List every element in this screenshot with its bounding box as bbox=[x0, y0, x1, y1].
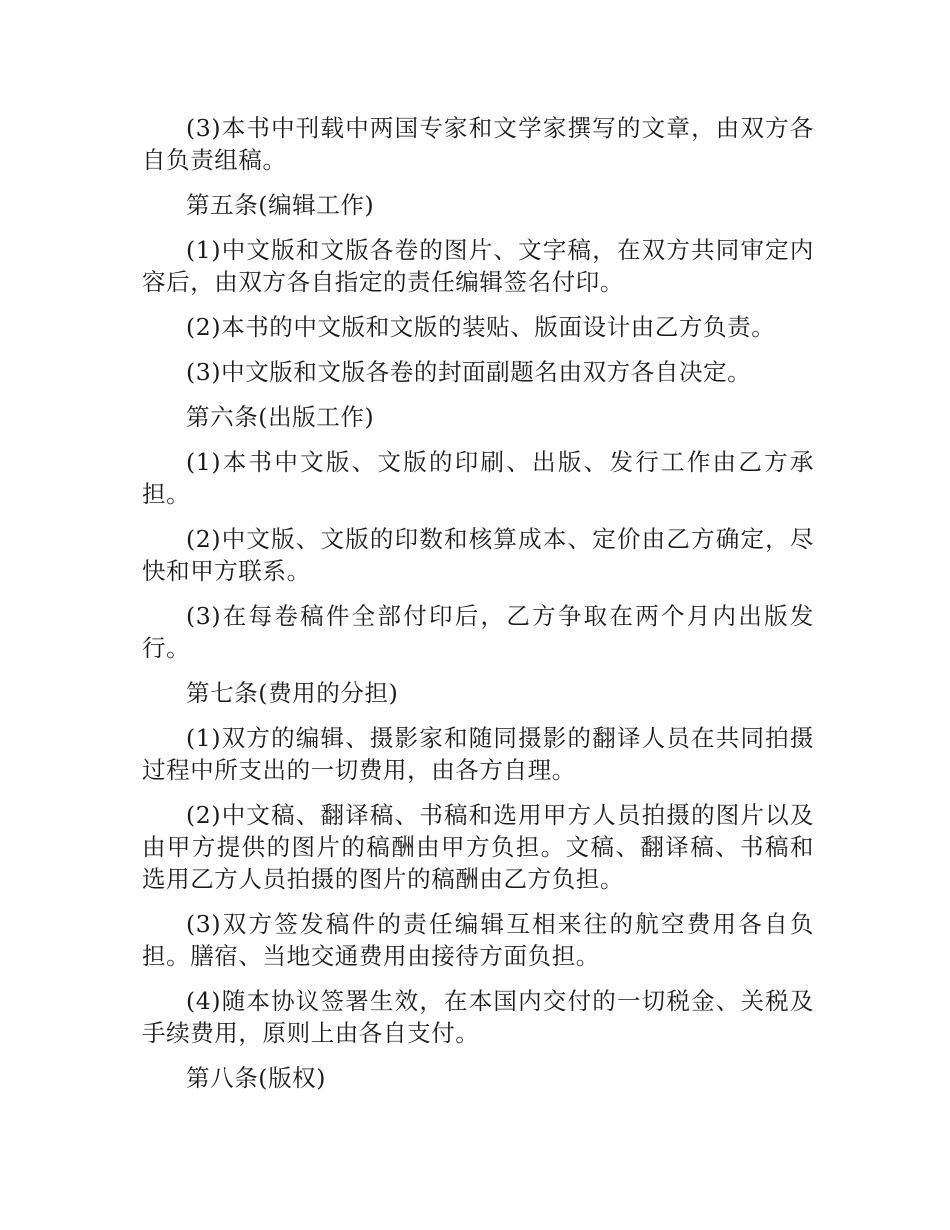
heading-article7: 第七条(费用的分担) bbox=[186, 679, 399, 707]
paragraph-article7-item4: (4)随本协议签署生效，在本国内交付的一切税金、关税及手续费用，原则上由各自支付。 bbox=[142, 987, 814, 1047]
paragraph-article5-item2: (2)本书的中文版和文版的装贴、版面设计由乙方负责。 bbox=[186, 313, 776, 341]
paragraph-article4-item3: (3)本书中刊载中两国专家和文学家撰写的文章，由双方各自负责组稿。 bbox=[142, 114, 814, 174]
paragraph-article7-item3: (3)双方签发稿件的责任编辑互相来往的航空费用各自负担。膳宿、当地交通费用由接待方面负担。 bbox=[142, 910, 814, 970]
heading-article6: 第六条(出版工作) bbox=[186, 403, 375, 431]
paragraph-article6-item2: (2)中文版、文版的印数和核算成本、定价由乙方确定，尽快和甲方联系。 bbox=[142, 525, 814, 585]
paragraph-article5-item1: (1)中文版和文版各卷的图片、文字稿，在双方共同审定内容后，由双方各自指定的责任编辑签名付印。 bbox=[142, 236, 814, 296]
paragraph-article6-item3: (3)在每卷稿件全部付印后，乙方争取在两个月内出版发行。 bbox=[142, 602, 814, 662]
document-body bbox=[142, 112, 814, 1107]
paragraph-article6-item1: (1)本书中文版、文版的印刷、出版、发行工作由乙方承担。 bbox=[142, 448, 814, 508]
paragraph-article5-item3: (3)中文版和文版各卷的封面副题名由双方各自决定。 bbox=[186, 358, 752, 386]
heading-article8: 第八条(版权) bbox=[186, 1064, 327, 1092]
paragraph-article7-item1: (1)双方的编辑、摄影家和随同摄影的翻译人员在共同拍摄过程中所支出的一切费用，由各方自理。 bbox=[142, 724, 814, 784]
paragraph-article7-item2: (2)中文稿、翻译稿、书稿和选用甲方人员拍摄的图片以及由甲方提供的图片的稿酬由甲方负担。文稿、翻译稿、书稿和选用乙方人员拍摄的图片的稿酬由乙方负担。 bbox=[142, 801, 814, 893]
heading-article5: 第五条(编辑工作) bbox=[186, 191, 375, 219]
